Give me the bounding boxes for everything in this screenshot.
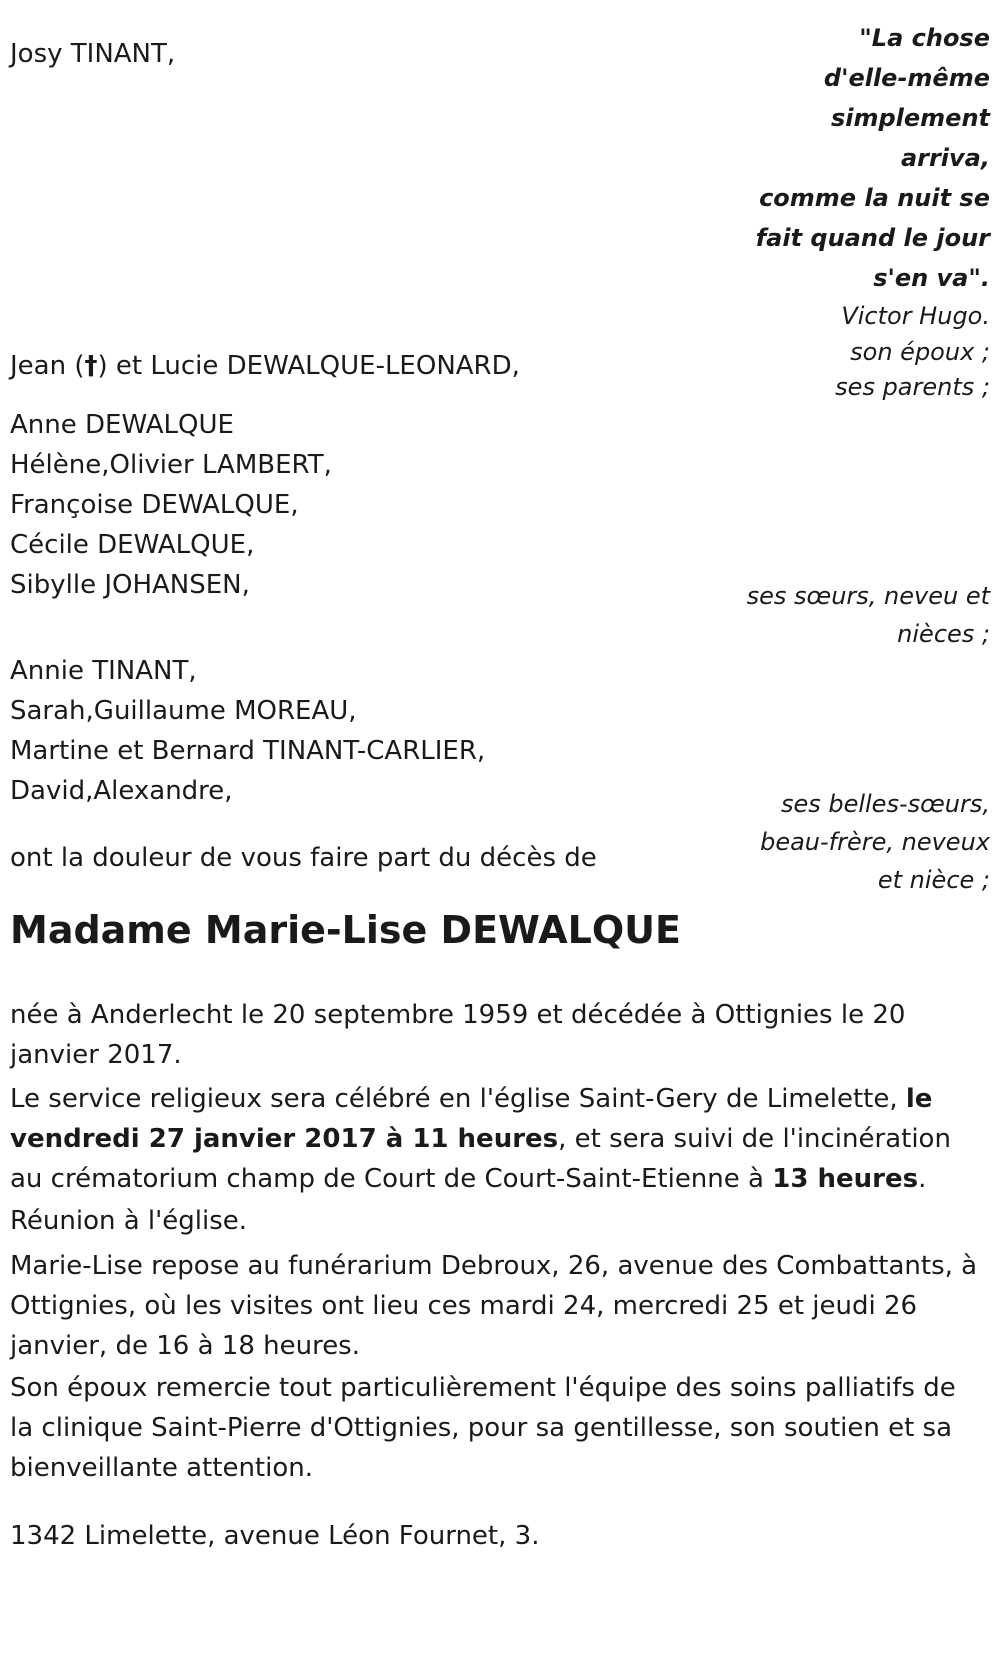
list-item: Anne DEWALQUE [10, 410, 234, 440]
list-item: David,Alexandre, [10, 776, 233, 806]
thanks-paragraph: Son époux remercie tout particulièrement l'équipe des soins palliatifs de la clinique Saint-Pierre d'Ottignies, pour sa gentillesse, son soutien et sa bienveillante attention. [10, 1373, 956, 1483]
cross-icon: † [84, 351, 98, 381]
in-laws-role-line: et nièce ; [877, 866, 990, 894]
siblings-role-line: ses sœurs, neveu et [746, 582, 990, 610]
list-item: Sarah,Guillaume MOREAU, [10, 696, 357, 726]
siblings-role-block [747, 577, 990, 653]
siblings-list [10, 405, 332, 605]
quote-line: simplement [830, 104, 990, 132]
in-laws-role-line: beau-frère, neveux [760, 828, 990, 856]
service-text: , et sera suivi de l'incinération au crématorium champ de Court de Court-Saint-Etienne à [10, 1124, 951, 1194]
service-text: . [918, 1164, 927, 1194]
quote-text [756, 18, 990, 298]
announcement-text: ont la douleur de vous faire part du décès de [10, 843, 597, 873]
cremation-time: 13 heures [772, 1164, 919, 1194]
service-paragraph [10, 1079, 985, 1199]
in-laws-role-line: ses belles-sœurs, [780, 790, 990, 818]
parents-name-part: Jean ( [10, 351, 85, 381]
in-laws-list [10, 651, 485, 811]
birth-death-paragraph: née à Anderlecht le 20 septembre 1959 et décédée à Ottignies le 20 janvier 2017. [10, 1000, 906, 1070]
parents-name-part: ) et Lucie DEWALQUE-LEONARD, [97, 351, 520, 381]
list-item: Annie TINANT, [10, 656, 197, 686]
parents-role: ses parents ; [835, 373, 990, 401]
quote-line: fait quand le jour [755, 224, 990, 252]
parents-role-block [835, 368, 990, 407]
list-item: Sibylle JOHANSEN, [10, 570, 250, 600]
list-item: Martine et Bernard TINANT-CARLIER, [10, 736, 486, 766]
list-item: Hélène,Olivier LAMBERT, [10, 450, 332, 480]
quote-line: arriva, [900, 144, 990, 172]
quote-block [756, 18, 990, 370]
siblings-role-line: nièces ; [897, 620, 990, 648]
quote-line: comme la nuit se [759, 184, 990, 212]
service-date: le vendredi 27 janvier 2017 à 11 heures [10, 1084, 933, 1154]
list-item: Françoise DEWALQUE, [10, 490, 299, 520]
quote-line: d'elle-même [823, 64, 990, 92]
quote-line: "La chose [859, 24, 990, 52]
visits-paragraph: Marie-Lise repose au funérarium Debroux, 26, avenue des Combattants, à Ottignies, où les visites ont lieu ces mardi 24, mercredi 25 et jeudi 26 janvier, de 16 à 18 heures. [10, 1251, 978, 1361]
in-laws-role-block [760, 785, 990, 899]
parents-name [10, 346, 520, 386]
quote-line: s'en va". [873, 264, 990, 292]
spouse-name: Josy TINANT, [10, 39, 176, 69]
deceased-name: Madame Marie-Lise DEWALQUE [10, 908, 681, 952]
address: 1342 Limelette, avenue Léon Fournet, 3. [10, 1521, 540, 1551]
spouse-role: son époux ; [850, 338, 990, 366]
list-item: Cécile DEWALQUE, [10, 530, 255, 560]
quote-author: Victor Hugo. [841, 302, 990, 330]
service-text: Le service religieux sera célébré en l'église Saint-Gery de Limelette, [10, 1084, 906, 1114]
reunion-paragraph: Réunion à l'église. [10, 1206, 248, 1236]
